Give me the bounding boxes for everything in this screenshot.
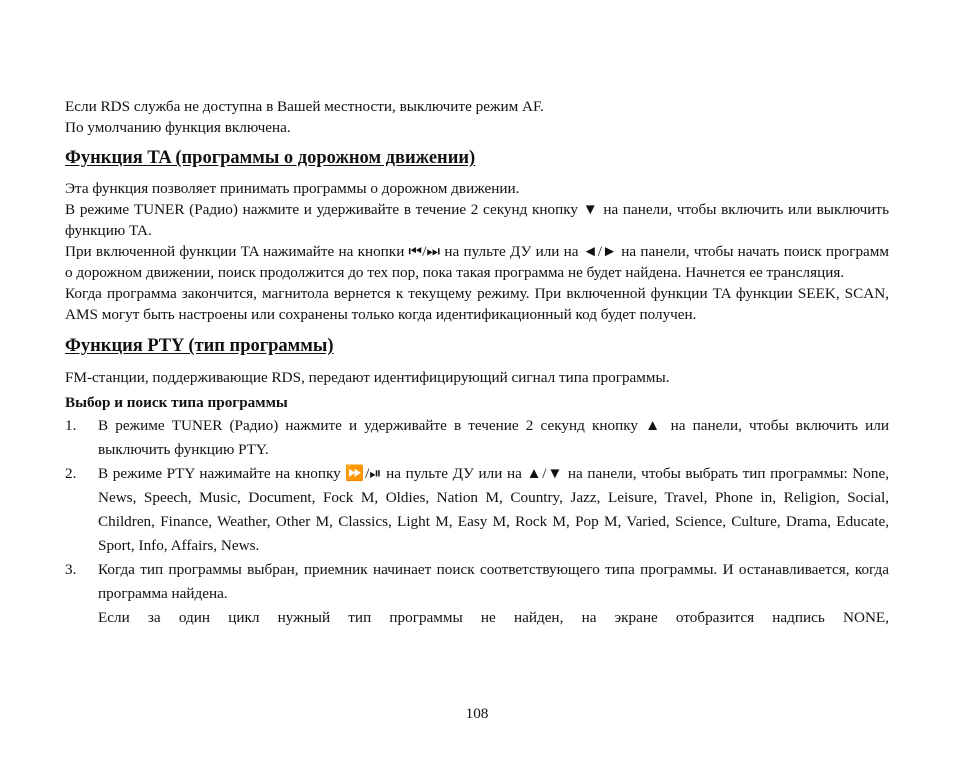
ta-paragraph-4: Когда программа закончится, магнитола вернется к текущему режиму. При включенной функции TA функции SEEK, SCAN, AMS могут быть настроены или сохранены только когда идентификационный код будет получен.	[65, 285, 889, 323]
section-ta-title: Функция TA (программы о дорожном движении)	[65, 148, 476, 168]
pty-subtitle: Выбор и поиск типа программы	[65, 394, 288, 411]
pty-continuation: Если за один цикл нужный тип программы не найден, на экране отобразится надпись NONE,	[98, 609, 889, 626]
ta-paragraph-2: В режиме TUNER (Радио) нажмите и удерживайте в течение 2 секунд кнопку ▼ на панели, чтобы включить или выключить функцию TA.	[65, 201, 889, 239]
pty-paragraph-1: FM-станции, поддерживающие RDS, передают идентифицирующий сигнал типа программы.	[65, 369, 670, 386]
pty-steps-list	[65, 414, 889, 606]
section-pty-title: Функция PTY (тип программы)	[65, 336, 334, 356]
list-item	[65, 414, 889, 462]
list-item-text: В режиме PTY нажимайте на кнопку ⏩/⏯ на пульте ДУ или на ▲/▼ на панели, чтобы выбрать тип программы: None, News, Speech, Music, Document, Fock M, Oldies, Nation M, Country, Jazz, Leisure, Travel, Phone in, Religion, Social, Children, Finance, Weather, Other M, Classics, Light M, Easy M, Rock M, Pop M, Varied, Science, Culture, Drama, Educate, Sport, Info, Affairs, News.	[98, 465, 889, 554]
list-item-text: В режиме TUNER (Радио) нажмите и удерживайте в течение 2 секунд кнопку ▲ на панели, чтобы включить или выключить функцию PTY.	[98, 417, 889, 458]
ta-paragraph-1: Эта функция позволяет принимать программы о дорожном движении.	[65, 180, 520, 197]
list-item-number: 1.	[65, 417, 77, 434]
list-item-number: 3.	[65, 561, 77, 578]
page-number: 108	[465, 705, 489, 722]
list-item	[65, 558, 889, 606]
list-item-text: Когда тип программы выбран, приемник начинает поиск соответствующего типа программы. И останавливается, когда программа найдена.	[98, 561, 889, 602]
list-item	[65, 462, 889, 558]
list-item-number: 2.	[65, 465, 77, 482]
intro-line-1: Если RDS служба не доступна в Вашей местности, выключите режим AF.	[65, 98, 544, 115]
ta-paragraph-3: При включенной функции TA нажимайте на кнопки ⏮/⏭ на пульте ДУ или на ◄/► на панели, чтобы начать поиск программ о дорожном движении, поиск продолжится до тех пор, пока такая программа не будет найдена. Начнется ее трансляция.	[65, 243, 889, 281]
page-content	[65, 96, 889, 630]
intro-line-2: По умолчанию функция включена.	[65, 119, 291, 136]
